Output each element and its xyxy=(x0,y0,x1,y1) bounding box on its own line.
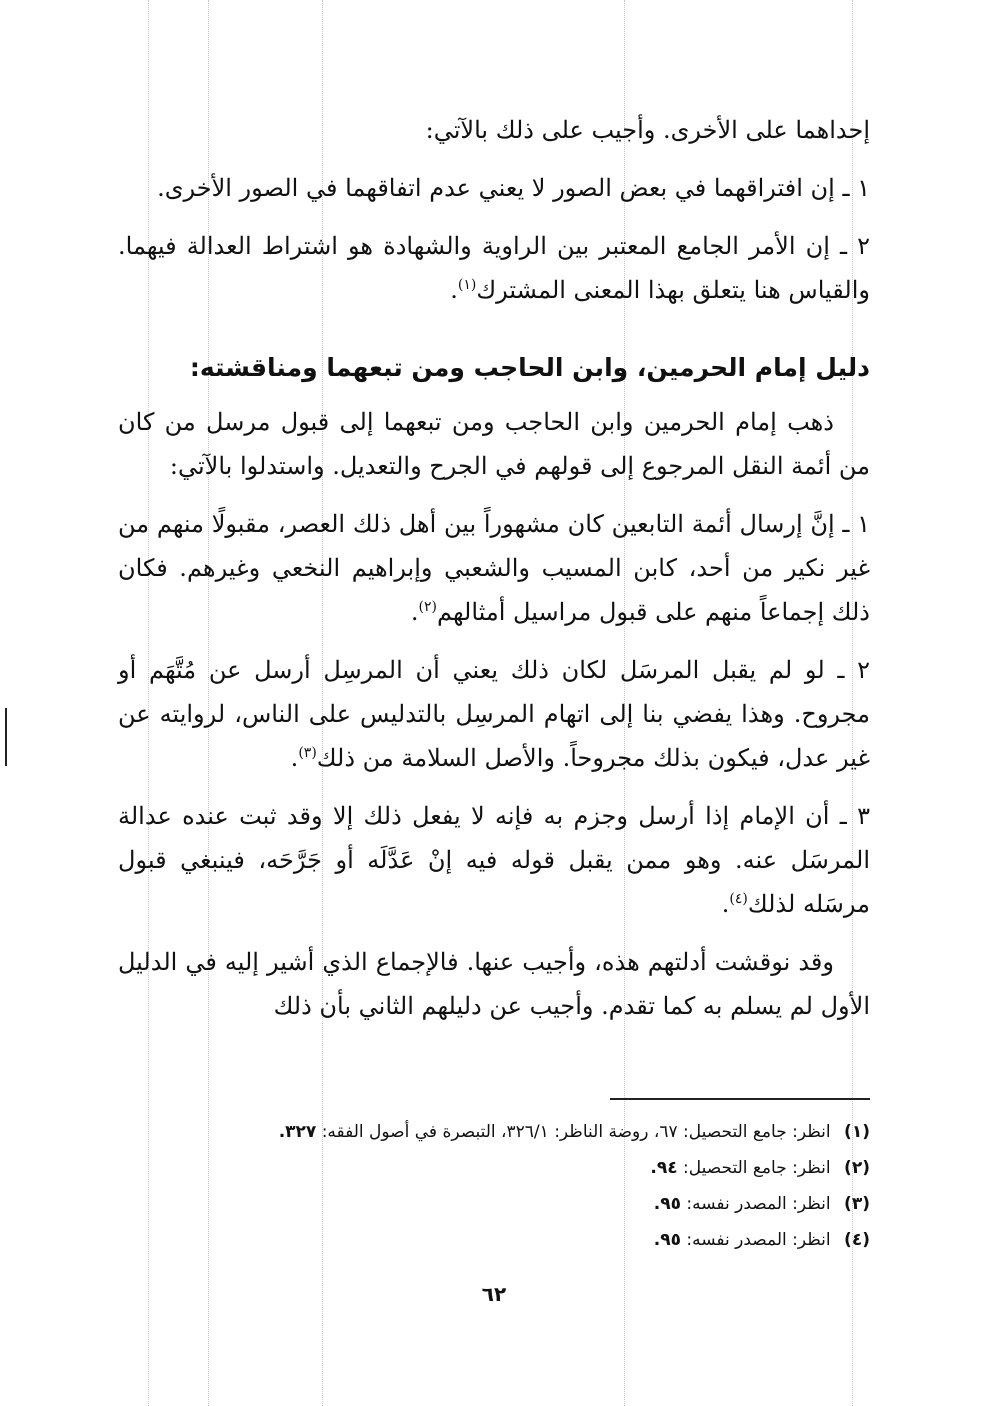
section-evidence-3 xyxy=(118,794,870,926)
footnote-page: ٩٥. xyxy=(653,1194,681,1214)
footnote-text: انظر: جامع التحصيل: ٦٧، روضة الناظر: ٣٢٦/١، التبصرة في أصول الفقه: xyxy=(321,1122,831,1142)
footnote-text: انظر: المصدر نفسه: xyxy=(686,1230,831,1250)
footnote-text: انظر: جامع التحصيل: xyxy=(683,1158,831,1178)
footnote-page: ٣٢٧. xyxy=(278,1122,317,1142)
footnote-ref[interactable]: (١) xyxy=(457,277,477,293)
paragraph-text: إحداهما على الأخرى. وأجيب على ذلك بالآتي: xyxy=(425,116,870,144)
page-body xyxy=(118,108,870,1042)
paragraph-intro xyxy=(118,108,870,152)
footnote-number: (٣) xyxy=(844,1194,870,1214)
footnote-item xyxy=(118,1186,870,1222)
paragraph-text: وقد نوقشت أدلتهم هذه، وأجيب عنها. فالإجماع الذي أشير إليه في الدليل الأول لم يسلم به كما تقدم. وأجيب عن دليلهم الثاني بأن ذلك xyxy=(118,948,870,1020)
footnotes xyxy=(118,1114,870,1258)
footnote-ref[interactable]: (٣) xyxy=(298,745,317,761)
section-heading: دليل إمام الحرمين، وابن الحاجب ومن تبعهما ومناقشته: xyxy=(189,353,870,382)
paragraph-point-2 xyxy=(118,224,870,312)
paragraph-point-1 xyxy=(118,166,870,210)
paragraph-tail: . xyxy=(410,598,419,626)
section-evidence-2 xyxy=(118,648,870,780)
section-paragraph xyxy=(118,400,870,488)
paragraph-text: ٣ ـ أن الإمام إذا أرسل وجزم به فإنه لا يفعل ذلك إلا وقد ثبت عنده عدالة المرسَل عنه. وهو ممن يقبل قوله فيه إنْ عَدَّلَه أو جَرَّحَه، فينبغي قبول مرسَله لذلك xyxy=(118,802,870,918)
paragraph-tail: . xyxy=(290,744,299,772)
page-number: ٦٢ xyxy=(481,1282,507,1306)
footnote-item xyxy=(118,1150,870,1186)
paragraph-text: ذهب إمام الحرمين وابن الحاجب ومن تبعهما إلى قبول مرسل من كان من أئمة النقل المرجوع إلى قولهم في الجرح والتعديل. واستدلوا بالآتي: xyxy=(118,408,870,480)
footnote-text: انظر: المصدر نفسه: xyxy=(686,1194,831,1214)
footnote-number: (٢) xyxy=(844,1158,870,1178)
margin-mark xyxy=(5,708,7,766)
footnote-ref[interactable]: (٢) xyxy=(418,599,437,615)
paragraph-tail: . xyxy=(721,890,730,918)
paragraph-text: ١ ـ إن افتراقهما في بعض الصور لا يعني عدم اتفاقهما في الصور الأخرى. xyxy=(157,174,870,202)
footnote-divider xyxy=(610,1098,870,1100)
paragraph-text: ٢ ـ لو لم يقبل المرسَل لكان ذلك يعني أن المرسِل أرسل عن مُتَّهَم أو مجروح. وهذا يفضي بنا إلى اتهام المرسِل بالتدليس على الناس، لروايته عن غير عدل، فيكون بذلك مجروحاً. والأصل السلامة من ذلك xyxy=(118,656,870,772)
footnote-ref[interactable]: (٤) xyxy=(729,891,748,907)
paragraph-tail: . xyxy=(450,276,458,304)
footnote-number: (١) xyxy=(844,1122,870,1142)
footnote-page: ٩٤. xyxy=(650,1158,678,1178)
section-evidence-1 xyxy=(118,502,870,634)
footnote-page: ٩٥. xyxy=(653,1230,681,1250)
footnote-number: (٤) xyxy=(844,1230,870,1250)
footnote-item xyxy=(118,1114,870,1150)
section-discussion xyxy=(118,940,870,1028)
footnote-item xyxy=(118,1222,870,1258)
paragraph-text: ١ ـ إنَّ إرسال أئمة التابعين كان مشهوراً بين أهل ذلك العصر، مقبولًا منهم من غير نكير من أحد، كابن المسيب والشعبي وإبراهيم النخعي وغيرهم. فكان ذلك إجماعاً منهم على قبول مراسيل أمثالهم xyxy=(118,510,870,626)
paragraph-text: ٢ ـ إن الأمر الجامع المعتبر بين الراوية والشهادة هو اشتراط العدالة فيهما. والقياس هنا يتعلق بهذا المعنى المشترك xyxy=(118,232,870,304)
